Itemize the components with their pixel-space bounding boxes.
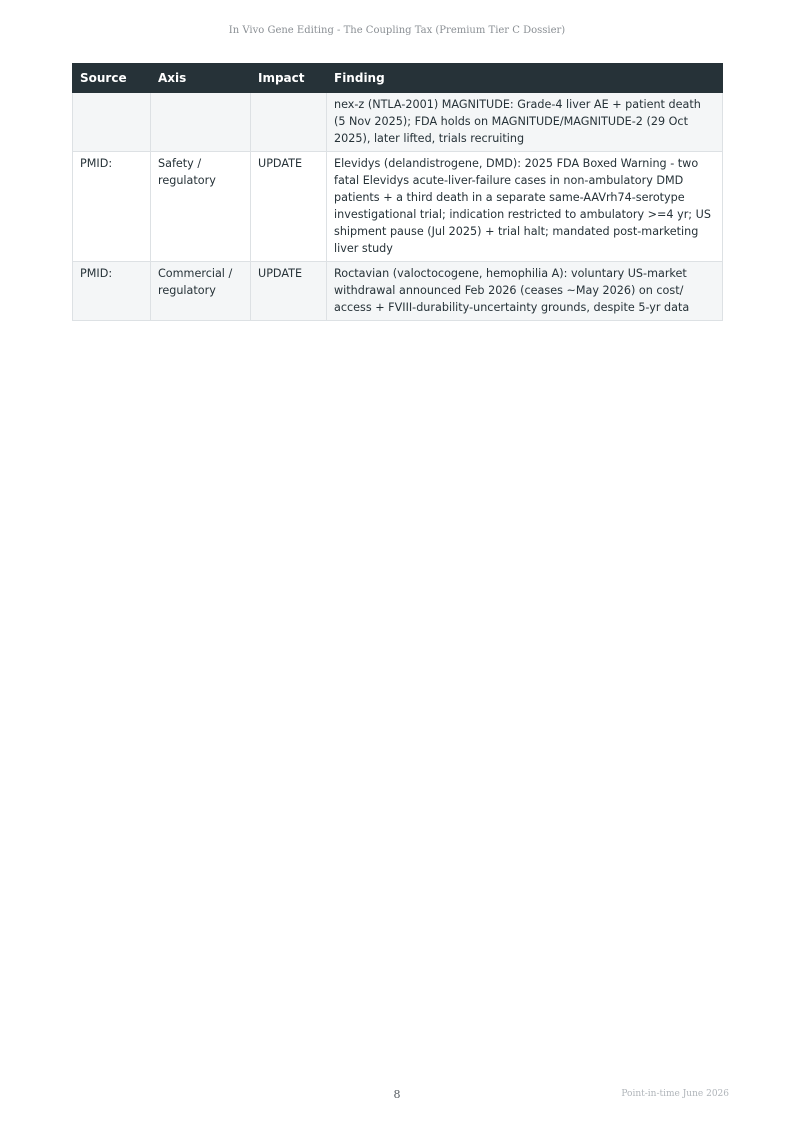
cell-source [73,93,151,152]
table-row [73,152,723,262]
column-header-finding: Finding [327,64,723,93]
table-row [73,93,723,152]
table-row [73,262,723,321]
cell-source: PMID: [73,262,151,321]
cell-impact: UPDATE [251,262,327,321]
cell-axis [151,93,251,152]
page-number: 8 [393,1088,401,1101]
table-header [73,64,723,93]
cell-finding: Elevidys (delandistrogene, DMD): 2025 FDA Boxed Warning - two fatal Elevidys acute-liver-failure cases in non-ambulatory DMD patients + a third death in a separate same-AAVrh74-serotype investigational trial; indication restricted to ambulatory >=4 yr; US shipment pause (Jul 2025) + trial halt; mandated post-marketing liver study [327,152,723,262]
table-header-row [73,64,723,93]
column-header-source: Source [73,64,151,93]
cell-source: PMID: [73,152,151,262]
cell-finding: Roctavian (valoctocogene, hemophilia A): voluntary US-market withdrawal announced Feb 2026 (ceases ~May 2026) on cost/ access + FVIII-durability-uncertainty grounds, despite 5-yr data [327,262,723,321]
column-header-axis: Axis [151,64,251,93]
cell-axis: Safety / regulatory [151,152,251,262]
cell-finding: nex-z (NTLA-2001) MAGNITUDE: Grade-4 liver AE + patient death (5 Nov 2025); FDA holds on MAGNITUDE/MAGNITUDE-2 (29 Oct 2025), later lifted, trials recruiting [327,93,723,152]
footer-note: Point-in-time June 2026 [621,1089,729,1099]
cell-impact: UPDATE [251,152,327,262]
cell-impact [251,93,327,152]
findings-table [72,63,723,321]
findings-table-container [72,63,722,321]
column-header-impact: Impact [251,64,327,93]
running-header: In Vivo Gene Editing - The Coupling Tax (Premium Tier C Dossier) [228,25,566,36]
cell-axis: Commercial / regulatory [151,262,251,321]
table-body [73,93,723,321]
